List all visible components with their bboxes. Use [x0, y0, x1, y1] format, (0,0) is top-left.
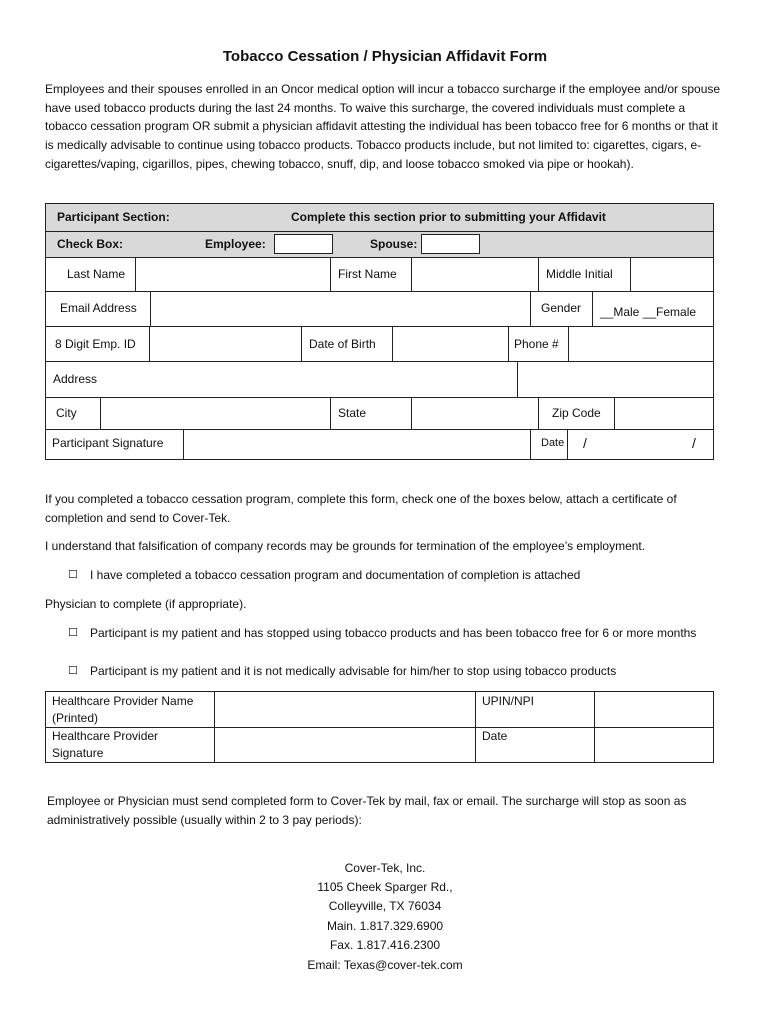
- dob-label: Date of Birth: [309, 337, 376, 351]
- date-label: Date: [541, 437, 565, 449]
- not-advisable-option[interactable]: [68, 662, 708, 682]
- emp-id-row: [45, 326, 714, 362]
- city-label: City: [56, 406, 77, 420]
- middle-initial-label: Middle Initial: [546, 267, 613, 281]
- zip-label: Zip Code: [552, 406, 601, 420]
- company-name: Cover-Tek, Inc.: [344, 861, 426, 875]
- cessation-option-label: I have completed a tobacco cessation program and documentation of completion is attached: [90, 568, 581, 582]
- last-name-label: Last Name: [67, 267, 126, 281]
- street-address: 1105 Cheek Sparger Rd.,: [317, 880, 453, 894]
- form-title: Tobacco Cessation / Physician Affidavit Form: [222, 48, 548, 65]
- employee-label: Employee:: [205, 237, 266, 251]
- date-slash-2: /: [692, 435, 696, 451]
- city-state-zip: Colleyville, TX 76034: [328, 899, 442, 913]
- provider-date-label: Date: [482, 729, 508, 743]
- address-row: [45, 361, 714, 398]
- checkbox-icon[interactable]: ☐: [68, 569, 78, 581]
- gender-options[interactable]: __Male __Female: [600, 305, 697, 319]
- falsification-paragraph: I understand that falsification of company records may be grounds for termination of the employee’s employment.: [45, 539, 646, 553]
- upin-label: UPIN/NPI: [482, 694, 535, 708]
- first-name-label: First Name: [338, 267, 397, 281]
- tobacco-free-option[interactable]: [68, 624, 708, 662]
- intro-paragraph: Employees and their spouses enrolled in an Oncor medical option will incur a tobacco surcharge if the employee and/or spouse have used tobacco products during the last 24 months. To waive this surcharge, the covered individuals must complete a tobacco cessation program OR submit a physician affidavit attesting the individual has been tobacco free for 6 months or that it is medically advisable to continue using tobacco products. Tobacco products include, but not limited to: cigarettes, cigars, e-cigarettes/vaping, cigarillos, pipes, chewing tobacco, snuff, dip, and loose tobacco smoked via pipe or hookah).: [45, 82, 721, 171]
- spouse-label: Spouse:: [370, 237, 418, 251]
- signature-label: Participant Signature: [52, 436, 164, 450]
- physician-heading: Physician to complete (if appropriate).: [45, 597, 247, 611]
- phone-label: Phone #: [514, 337, 559, 351]
- spouse-checkbox[interactable]: [421, 234, 480, 254]
- state-label: State: [338, 406, 367, 420]
- emp-id-label: 8 Digit Emp. ID: [55, 337, 136, 351]
- provider-signature-label: Healthcare Provider Signature: [52, 729, 159, 760]
- participant-section-note: Complete this section prior to submitting your Affidavit: [291, 210, 606, 224]
- tobacco-free-option-label: Participant is my patient and has stopped using tobacco products and has been tobacco free for 6 or more months: [90, 626, 697, 640]
- date-slash-1: /: [583, 435, 587, 451]
- checkbox-icon[interactable]: ☐: [68, 627, 78, 639]
- main-phone: Main. 1.817.329.6900: [326, 919, 444, 933]
- gender-label: Gender: [541, 301, 582, 315]
- participant-section-label: Participant Section:: [57, 210, 170, 224]
- check-box-label: Check Box:: [57, 237, 124, 251]
- not-advisable-option-label: Participant is my patient and it is not medically advisable for him/her to stop using tobacco products: [90, 664, 617, 678]
- email-label: Email Address: [60, 301, 137, 315]
- checkbox-icon[interactable]: ☐: [68, 665, 78, 677]
- address-label: Address: [53, 372, 98, 386]
- footer-note: Employee or Physician must send completed form to Cover-Tek by mail, fax or email. The surcharge will stop as soon as administratively possible (usually within 2 to 3 pay periods):: [47, 794, 687, 827]
- instructions-paragraph: If you completed a tobacco cessation program, complete this form, check one of the boxes below, attach a certificate of completion and send to Cover-Tek.: [45, 492, 677, 525]
- employee-checkbox[interactable]: [274, 234, 333, 254]
- provider-name-label: Healthcare Provider Name (Printed): [52, 694, 194, 725]
- fax-number: Fax. 1.817.416.2300: [329, 938, 441, 952]
- email-address: Email: Texas@cover-tek.com: [307, 958, 463, 972]
- cessation-option[interactable]: [68, 566, 708, 586]
